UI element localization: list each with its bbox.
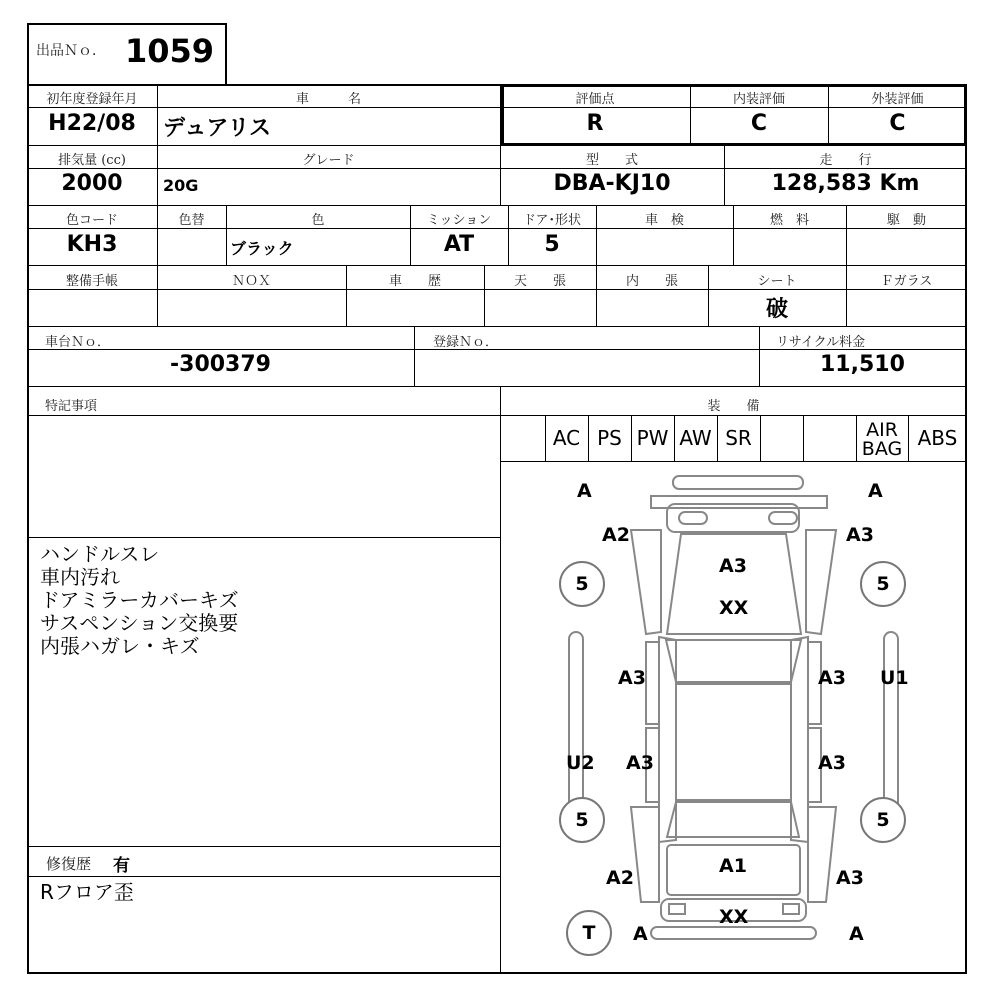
repair-note: Rフロア歪 [40,880,134,904]
damage-front-door-left: A3 [618,667,646,689]
recycle-label: リサイクル料金 [776,335,866,350]
mission-label: ミッション [426,213,492,228]
damage-rear-fender-left: A2 [606,867,634,889]
note-line-3: ドアミラーカバーキズ [40,588,239,612]
spare-tire: T [566,910,612,956]
car-name-value: デュアリス [163,116,272,141]
seat-value: 破 [765,297,788,322]
car-diagram [501,462,966,973]
lot-number: 1059 [125,32,215,70]
note-line-5: 内張ハガレ・キズ [40,634,200,658]
equip-ac: AC [552,426,581,450]
damage-front-left: A [577,480,592,502]
note-line-1: ハンドルスレ [40,542,160,566]
mission-value: AT [443,232,475,257]
mileage-value: 128,583 Km [771,171,920,196]
repair-label: 修復歴 [46,855,92,873]
roof-label: 天 張 [513,274,566,289]
lot-label: 出品Ｎｏ． [36,43,106,59]
mileage-label: 走 行 [819,153,872,168]
notes-label: 特記事項 [45,399,98,414]
doors-value: 5 [544,232,560,257]
doors-label: ドア･形状 [522,213,582,228]
maintenance-label: 整備手帳 [65,274,118,289]
equip-abs: ABS [917,426,958,450]
history-label: 車 歴 [388,274,441,289]
color-label: 色 [311,213,325,228]
reg-no-label: 登録Ｎｏ． [433,335,499,350]
first-reg-value: H22/08 [48,111,136,136]
damage-sill-left: U2 [566,752,595,774]
equip-sr: SR [725,426,752,450]
displacement-label: 排気量 (cc) [58,153,126,168]
car-name-label: 車 名 [295,92,361,107]
equip-bag: BAG [861,438,903,460]
tire-rear-left: 5 [559,797,605,843]
repair-value: 有 [113,856,130,876]
damage-hood: A3 [719,555,747,577]
displacement-value: 2000 [61,171,123,196]
damage-trunk: A1 [719,855,747,877]
damage-rear-fender-right: A3 [836,867,864,889]
grade-label: グレード [302,153,355,168]
exterior-value: C [889,111,906,136]
exterior-label: 外装評価 [871,92,924,107]
grade-value: 20G [163,176,199,195]
score-value: R [586,111,604,136]
note-line-2: 車内汚れ [40,565,120,589]
score-label: 評価点 [575,92,615,107]
model-label: 型 式 [585,153,638,168]
interior-value: C [750,111,768,136]
damage-hood-xx: XX [719,597,749,619]
chassis-value: -300379 [170,352,271,377]
color-code-label: 色コード [65,213,118,228]
nox-label: ＮＯＸ [231,274,271,289]
damage-rear-left: A [633,923,648,945]
damage-sill-right: U1 [880,667,909,689]
first-reg-label: 初年度登録年月 [46,92,138,107]
equip-aw: AW [679,426,712,450]
glass-label: Ｆガラス [880,274,933,289]
interior-label: 内装評価 [732,92,785,107]
recycle-value: 11,510 [820,352,905,377]
color-value: ブラック [230,239,294,258]
equipment-label: 装 備 [707,399,760,414]
inner-label: 内 張 [625,274,678,289]
damage-rear-right: A [849,923,864,945]
tire-rear-right: 5 [860,797,906,843]
chassis-label: 車台Ｎｏ． [45,335,111,350]
color-change-label: 色替 [178,213,205,228]
equip-air: AIR [866,419,898,441]
equip-ps: PS [597,426,622,450]
damage-front-right: A [868,480,883,502]
note-line-4: サスペンション交換要 [40,611,239,635]
damage-front-door-right: A3 [818,667,846,689]
damage-front-fender-left: A2 [602,524,630,546]
drive-label: 駆 動 [886,213,926,228]
inspection-label: 車 検 [644,213,684,228]
fuel-label: 燃 料 [769,213,809,228]
tire-front-left: 5 [559,561,605,607]
damage-rear-bumper-xx: XX [719,906,749,928]
damage-rear-door-right: A3 [818,752,846,774]
damage-rear-door-left: A3 [626,752,654,774]
tire-front-right: 5 [860,561,906,607]
model-value: DBA-KJ10 [553,171,671,196]
damage-front-fender-right: A3 [846,524,874,546]
color-code-value: KH3 [66,232,118,257]
equip-pw: PW [636,426,669,450]
seat-label: シート [757,274,797,289]
